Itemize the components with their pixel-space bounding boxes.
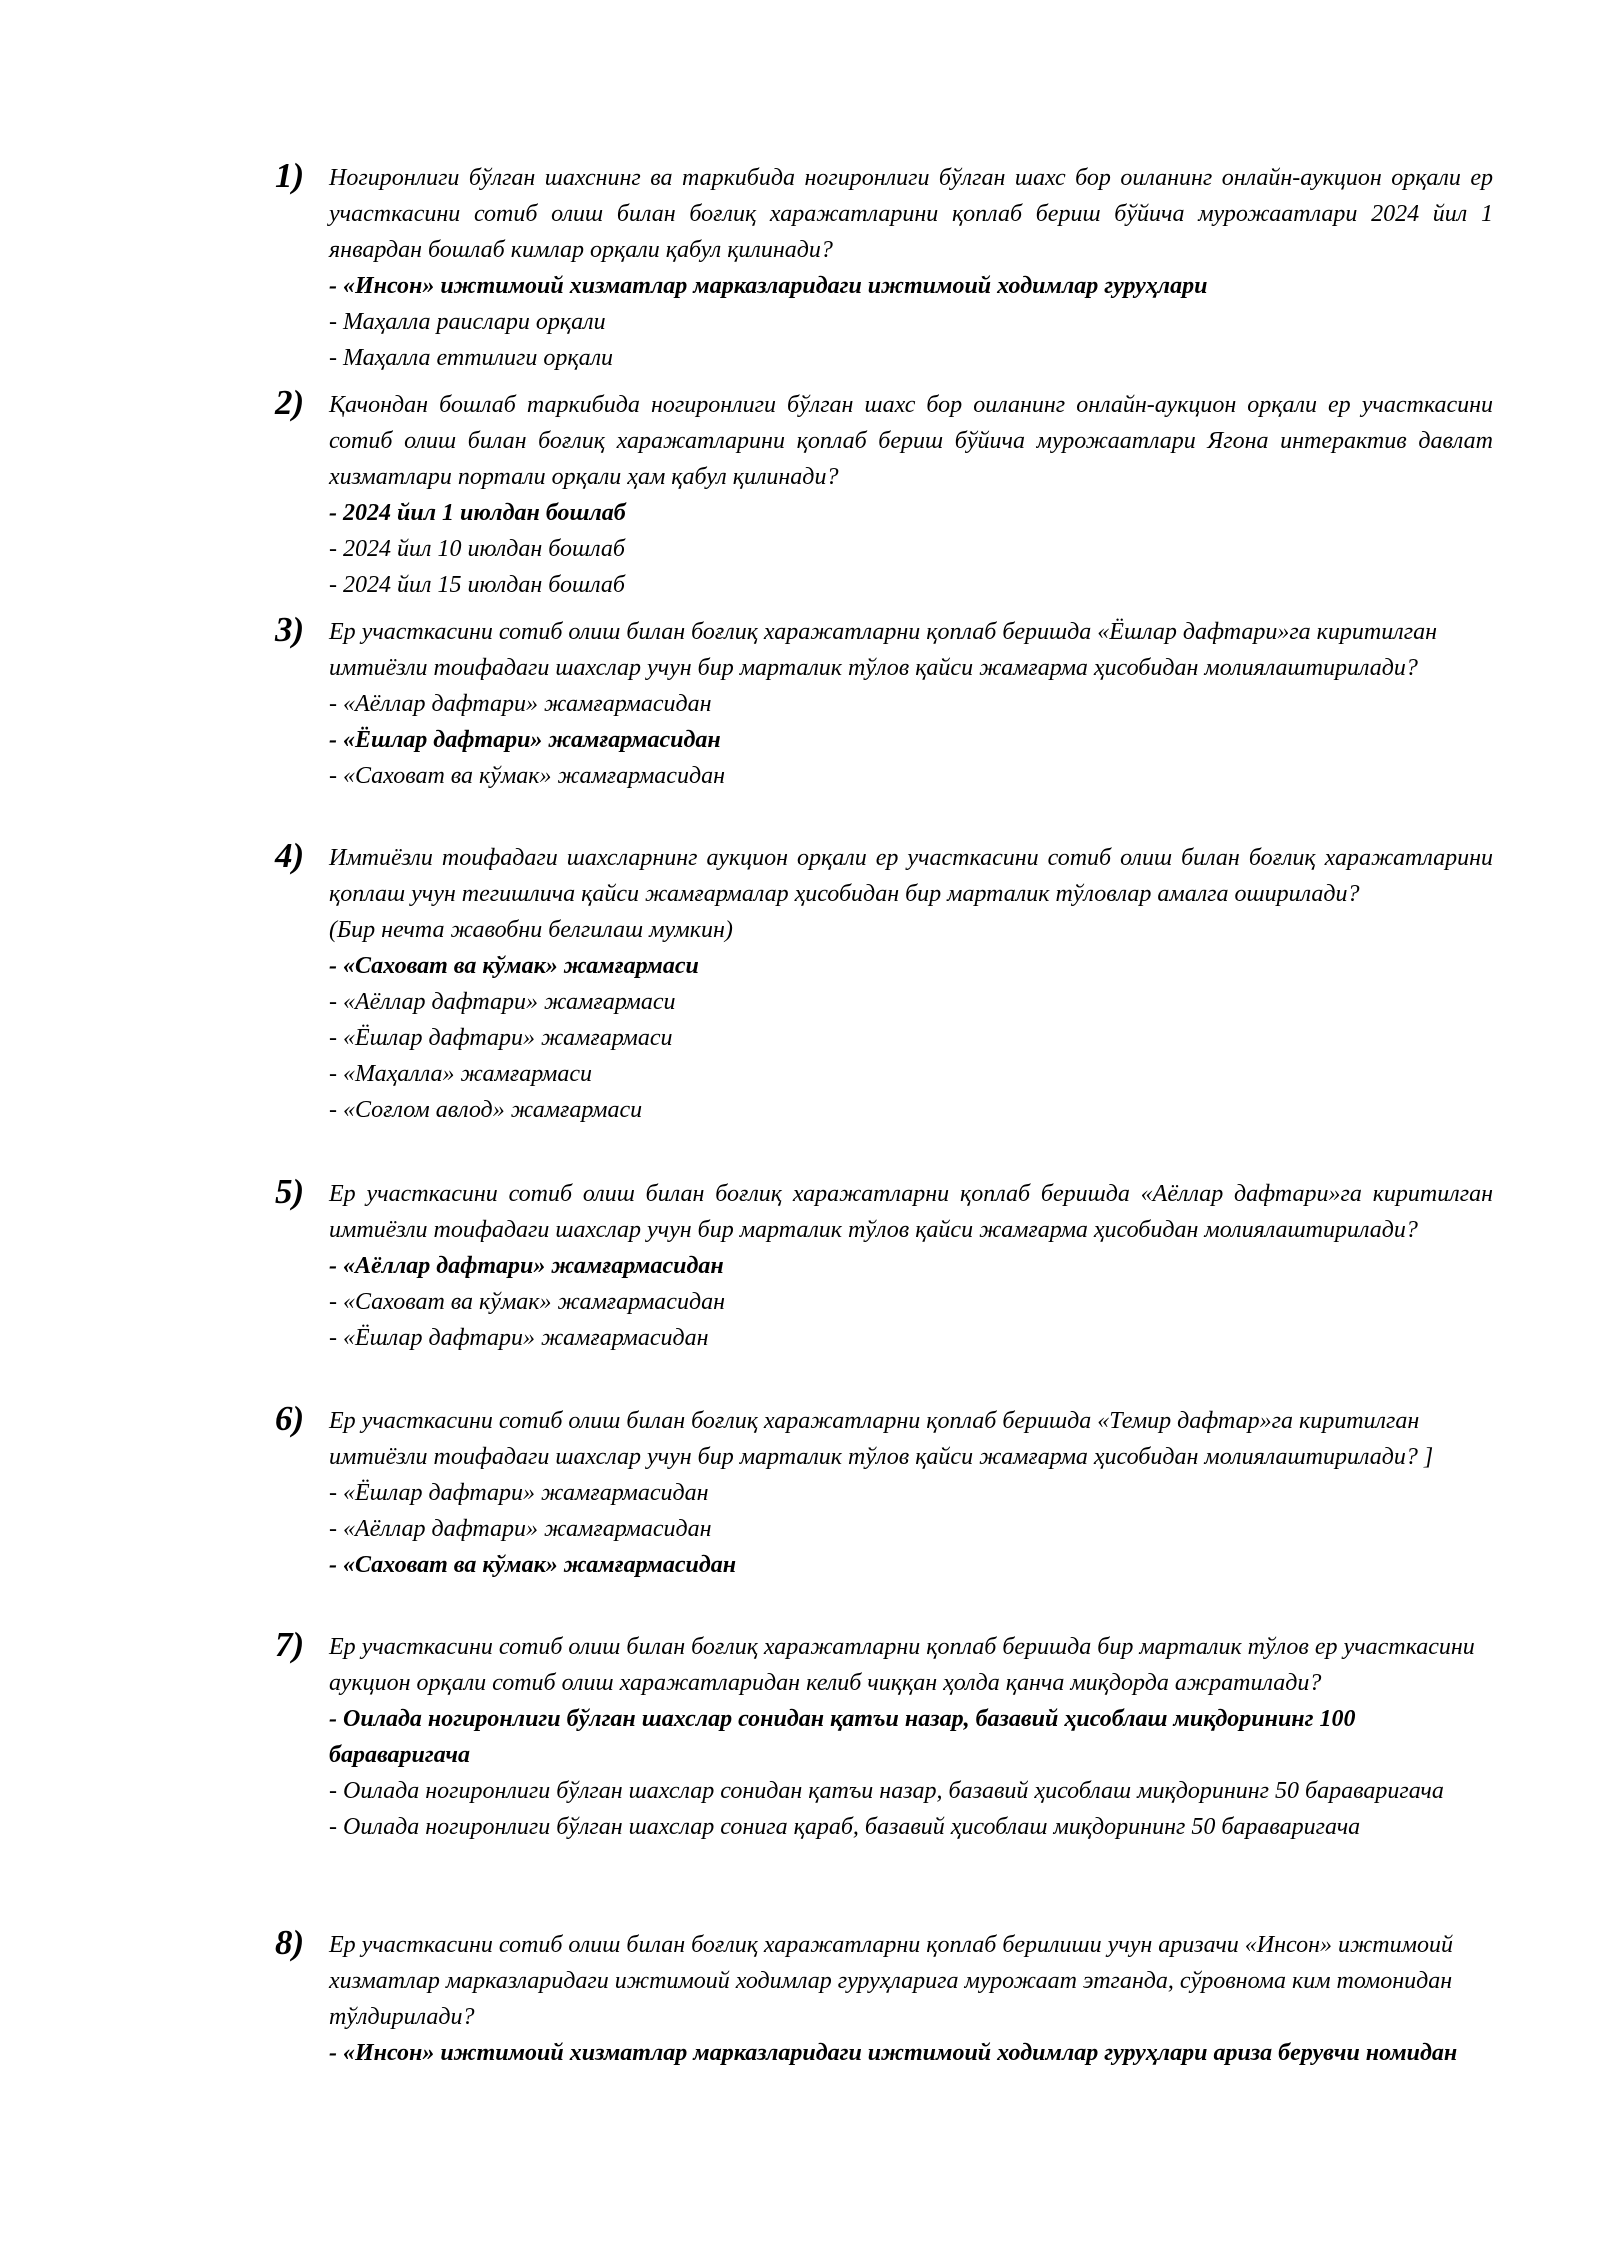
answer-option: - «Аёллар дафтари» жамғармасидан xyxy=(329,691,712,717)
question-number: 5) xyxy=(275,1172,305,1211)
question-text: Ер участкасини сотиб олиш билан боғлиқ харажатларни қоплаб беришда «Аёллар дафтари»га киритилган имтиёзли тоифадаги шахслар учун бир марталик тўлов қайси жамғарма ҳисобидан молиялаштирилади? xyxy=(329,1181,1493,1243)
question-7 xyxy=(275,1625,1493,1845)
answer-option-correct: - «Ёшлар дафтари» жамғармасидан xyxy=(329,727,721,753)
answer-option: - Оилада ногиронлиги бўлган шахслар сонидан қатъи назар, базавий ҳисоблаш миқдорининг 50 бараваригача xyxy=(329,1778,1444,1804)
question-number: 1) xyxy=(275,156,305,195)
question-text: Ер участкасини сотиб олиш билан боғлиқ харажатларни қоплаб беришда «Темир дафтар»га киритилган имтиёзли тоифадаги шахслар учун бир марталик тўлов қайси жамғарма ҳисобидан молиялаштирилади? ] xyxy=(329,1408,1434,1470)
answer-option-correct: - «Инсон» ижтимоий хизматлар марказларидаги ижтимоий ходимлар гуруҳлари xyxy=(329,273,1208,299)
answer-option: - «Ёшлар дафтари» жамғармасидан xyxy=(329,1325,709,1351)
question-text: Ногиронлиги бўлган шахснинг ва таркибида ногиронлиги бўлган шахс бор оиланинг онлайн-аукцион орқали ер участкасини сотиб олиш билан боғлиқ харажатларини қоплаб бериш бўйича мурожаатлари 2024 йил 1 январдан бошлаб кимлар орқали қабул қилинади? xyxy=(329,165,1493,263)
answer-option: - «Ёшлар дафтари» жамғармаси xyxy=(329,1025,673,1051)
question-1 xyxy=(275,156,1493,376)
answer-option: - «Саховат ва кўмак» жамғармасидан xyxy=(329,1289,725,1315)
answer-option: - Маҳалла еттилиги орқали xyxy=(329,345,614,371)
question-note: (Бир нечта жавобни белгилаш мумкин) xyxy=(329,917,733,943)
answer-option-correct: - «Саховат ва кўмак» жамғармасидан xyxy=(329,1552,737,1578)
question-number: 4) xyxy=(275,836,305,875)
question-number: 6) xyxy=(275,1399,305,1438)
question-text: Ер участкасини сотиб олиш билан боғлиқ харажатларни қоплаб берилиши учун аризачи «Инсон» ижтимоий хизматлар марказларидаги ижтимоий ходимлар гуруҳларига мурожаат этганда, сўровнома ким томонидан тўлдирилади? xyxy=(329,1932,1453,2030)
question-2 xyxy=(275,383,1493,603)
question-text: Ер участкасини сотиб олиш билан боғлиқ харажатларни қоплаб беришда бир марталик тўлов ер участкасини аукцион орқали сотиб олиш харажатларидан келиб чиққан ҳолда қанча миқдорда ажратилади? xyxy=(329,1634,1475,1696)
question-8 xyxy=(275,1923,1493,2071)
question-text: Ер участкасини сотиб олиш билан боғлиқ харажатларни қоплаб беришда «Ёшлар дафтари»га киритилган имтиёзли тоифадаги шахслар учун бир марталик тўлов қайси жамғарма ҳисобидан молиялаштирилади? xyxy=(329,619,1437,681)
answer-option-correct: - «Инсон» ижтимоий хизматлар марказларидаги ижтимоий ходимлар гуруҳлари ариза берувчи номидан xyxy=(329,2040,1458,2066)
question-number: 2) xyxy=(275,383,305,422)
answer-option: - 2024 йил 10 июлдан бошлаб xyxy=(329,536,625,562)
question-number: 7) xyxy=(275,1625,305,1664)
question-4 xyxy=(275,836,1493,1128)
answer-option-correct: - 2024 йил 1 июлдан бошлаб xyxy=(329,500,626,526)
question-text: Имтиёзли тоифадаги шахсларнинг аукцион орқали ер участкасини сотиб олиш билан боғлиқ харажатларини қоплаш учун тегишлича қайси жамғармалар ҳисобидан бир марталик тўловлар амалга оширилади? xyxy=(329,845,1493,907)
answer-option: - «Маҳалла» жамғармаси xyxy=(329,1061,592,1087)
answer-option: - Маҳалла раислари орқали xyxy=(329,309,606,335)
answer-option: - «Аёллар дафтари» жамғармаси xyxy=(329,989,676,1015)
question-5 xyxy=(275,1172,1493,1356)
answer-option: - 2024 йил 15 июлдан бошлаб xyxy=(329,572,625,598)
question-3 xyxy=(275,610,1493,794)
answer-option: - «Ёшлар дафтари» жамғармасидан xyxy=(329,1480,709,1506)
answer-option-correct: - «Аёллар дафтари» жамғармасидан xyxy=(329,1253,724,1279)
answer-option: - «Соғлом авлод» жамғармаси xyxy=(329,1097,643,1123)
question-number: 8) xyxy=(275,1923,305,1962)
answer-option: - «Саховат ва кўмак» жамғармасидан xyxy=(329,763,725,789)
answer-option-correct: - Оилада ногиронлиги бўлган шахслар сонидан қатъи назар, базавий ҳисоблаш миқдорининг 100 бараваригача xyxy=(329,1706,1356,1768)
answer-option: - Оилада ногиронлиги бўлган шахслар сонига қараб, базавий ҳисоблаш миқдорининг 50 бараваригача xyxy=(329,1814,1361,1840)
question-6 xyxy=(275,1399,1493,1583)
question-number: 3) xyxy=(275,610,305,649)
question-text: Қачондан бошлаб таркибида ногиронлиги бўлган шахс бор оиланинг онлайн-аукцион орқали ер участкасини сотиб олиш билан боғлиқ харажатларини қоплаб бериш бўйича мурожаатлари Ягона интерактив давлат хизматлари портали орқали ҳам қабул қилинади? xyxy=(329,392,1493,490)
answer-option: - «Аёллар дафтари» жамғармасидан xyxy=(329,1516,712,1542)
answer-option-correct: - «Саховат ва кўмак» жамғармаси xyxy=(329,953,699,979)
